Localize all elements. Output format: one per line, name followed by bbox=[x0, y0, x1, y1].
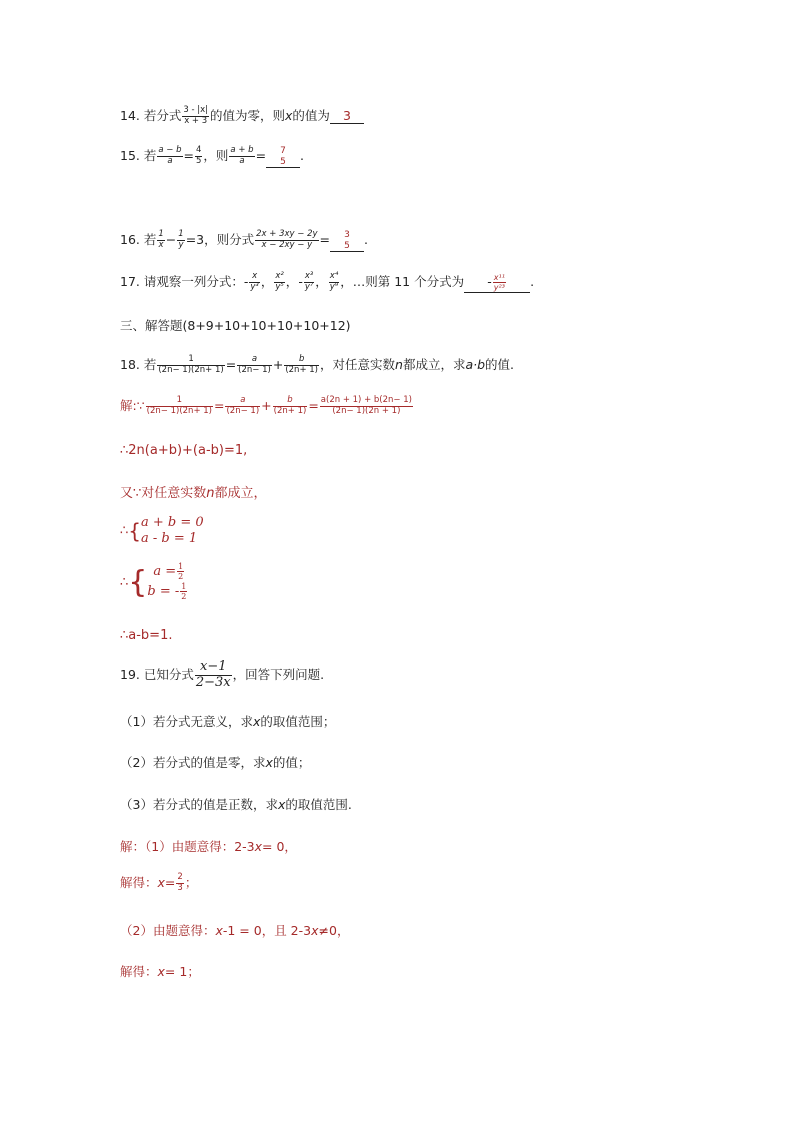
solution-18-line-3: 又∵对任意实数n都成立， bbox=[120, 486, 267, 501]
question-19-part-3: （3）若分式的值是正数，求x的取值范围. bbox=[120, 797, 352, 812]
solution-18-line-6: ∴a-b=1. bbox=[120, 628, 173, 643]
question-18: 18. 若 $\frac{1}{(2n- 1)(2n+ 1)}$ = $\frac{a}{(2n- 1)}$ + $\frac{b}{(2n+ 1)}$ ，对任意实数n都成立，求a·b的值. bbox=[120, 354, 515, 375]
solution-19-line-1: 解：（1）由题意得：2-3x= 0， bbox=[120, 839, 297, 854]
q15-answer: 7 5 bbox=[266, 146, 300, 168]
question-17: 17. 请观察一列分式：- $\frac{x}{\text{y³}}$ ， $\frac{\text{x²}}{\text{y⁵}}$ ，- $\frac{\text{x³}}{\text{y⁷}}$ ， $\frac{\text{x⁴}}{\text{y⁹}}$ ，…则第 11 个分式为 - $\frac{\text{x¹¹}}{\text{y²³}}$ . bbox=[120, 271, 535, 292]
q16-answer: 3 5 bbox=[330, 230, 364, 252]
question-15: 15. 若 $\frac{a - b}{a}$ = $\frac{4}{5}$ ，则 $\frac{a + b}{a}$ = 7 5 . bbox=[120, 145, 305, 167]
question-19-part-1: （1）若分式无意义，求x的取值范围； bbox=[120, 714, 336, 729]
q14-answer: 3 bbox=[330, 108, 364, 124]
question-16: 16. 若 $\frac{1}{x}$ − $\frac{1}{y}$ =3，则分式 $\frac{2x + 3xy - 2y}{x - 2xy - y}$ = 3 5 . bbox=[120, 229, 368, 251]
solution-19-line-3: （2）由题意得：x-1 = 0，且 2-3x≠0， bbox=[120, 923, 350, 938]
question-19-part-2: （2）若分式的值是零，求x的值； bbox=[120, 755, 311, 770]
question-19: 19. 已知分式 $\frac{x-1}{2-3x}$ ，回答下列问题. bbox=[120, 659, 325, 690]
solution-19-line-2: 解得：x= $\frac{2}{3}$ ； bbox=[120, 872, 198, 893]
section-3-heading: 三、解答题(8+9+10+10+10+10+12) bbox=[120, 318, 351, 333]
solution-18-line-1: 解:∵ $\frac{1}{(2n- 1)(2n+ 1)}$ = $\frac{a}{(2n- 1)}$ + $\frac{b}{(2n+ 1)}$ = $\frac{a(2n + 1) + b(2n- 1)}{(2n- 1)(2n + 1)}$ bbox=[120, 395, 412, 416]
q14-prefix: 14. 若分式 bbox=[120, 108, 182, 123]
solution-18-line-2: ∴2n(a+b)+(a-b)=1, bbox=[120, 443, 248, 458]
q17-answer: - $\frac{\text{x¹¹}}{\text{y²³}}$ bbox=[464, 273, 530, 293]
q14-fraction: $\frac{3 - |x|}{x + 3}$ bbox=[183, 105, 208, 126]
solution-18-system-1: ∴{a + b = 0 a - b = 1 bbox=[120, 515, 204, 546]
solution-18-system-2: ∴{ a = $\frac{1}{2}$ b = - $\frac{1}{2}$ bbox=[120, 562, 187, 602]
question-14: 14. 若分式 $\frac{3 - |x|}{x + 3}$ 的值为零，则x的值为 3 bbox=[120, 106, 364, 127]
solution-19-line-4: 解得：x= 1； bbox=[120, 964, 200, 979]
